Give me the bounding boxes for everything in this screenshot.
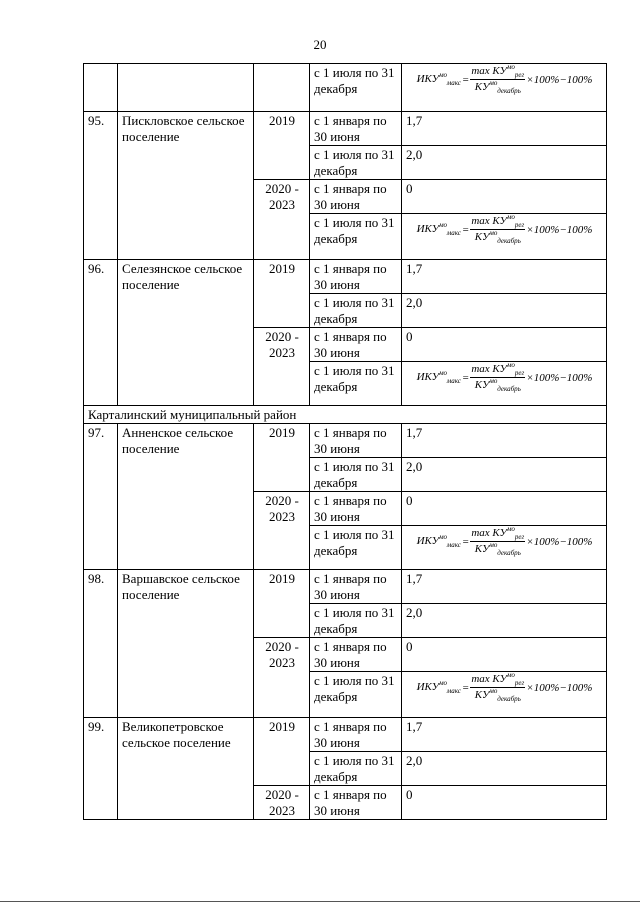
- page-bottom-edge: [0, 901, 640, 902]
- period-cell: с 1 июля по 31 декабря: [310, 672, 402, 718]
- formula: $ИКУ^{мо}_{макс}$ = $\frac{\max КУ^{мо}_{рег}}{КУ^{мо}_{декабрь}}$ ×100%−100%: [416, 213, 593, 245]
- period-cell: с 1 июля по 31 декабря: [310, 294, 402, 328]
- value-cell: 1,7: [402, 424, 607, 458]
- value-cell: 0: [402, 492, 607, 526]
- table-row: [84, 406, 607, 424]
- table-row: [84, 718, 607, 752]
- row-number: 97.: [84, 424, 118, 570]
- period-cell: с 1 января по 30 июня: [310, 260, 402, 294]
- period-cell: с 1 июля по 31 декабря: [310, 458, 402, 492]
- settlement-name: Пискловское сельское поселение: [118, 112, 254, 260]
- table-row: [84, 424, 607, 458]
- value-cell: 0: [402, 328, 607, 362]
- formula: $ИКУ^{мо}_{макс}$ = $\frac{\max КУ^{мо}_{рег}}{КУ^{мо}_{декабрь}}$ ×100%−100%: [416, 525, 593, 557]
- value-cell: 0: [402, 786, 607, 820]
- year-cell: 2019: [254, 112, 310, 180]
- table-row: [84, 260, 607, 294]
- year-cell: 2019: [254, 718, 310, 786]
- period-cell: с 1 июля по 31 декабря: [310, 604, 402, 638]
- formula-cell: [402, 526, 607, 570]
- period-cell: с 1 января по 30 июня: [310, 424, 402, 458]
- value-cell: 0: [402, 180, 607, 214]
- settlement-name: Варшавское сельское поселение: [118, 570, 254, 718]
- value-cell: 1,7: [402, 570, 607, 604]
- period-cell: с 1 июля по 31 декабря: [310, 362, 402, 406]
- value-cell: 2,0: [402, 752, 607, 786]
- period-cell: с 1 января по 30 июня: [310, 180, 402, 214]
- period-cell: с 1 января по 30 июня: [310, 718, 402, 752]
- period-cell: с 1 июля по 31 декабря: [310, 526, 402, 570]
- formula: $ИКУ^{мо}_{макс}$ = $\frac{\max КУ^{мо}_{рег}}{КУ^{мо}_{декабрь}}$ ×100%−100%: [416, 63, 593, 95]
- year-cell: 2020 - 2023: [254, 328, 310, 406]
- table-row: [84, 570, 607, 604]
- row-number: 98.: [84, 570, 118, 718]
- settlement-name: Великопетровское сельское поселение: [118, 718, 254, 820]
- period-cell: с 1 января по 30 июня: [310, 786, 402, 820]
- year-cell: 2020 - 2023: [254, 180, 310, 260]
- value-cell: 2,0: [402, 604, 607, 638]
- name-cell: [118, 64, 254, 112]
- period-cell: с 1 января по 30 июня: [310, 570, 402, 604]
- year-cell: 2019: [254, 424, 310, 492]
- year-cell: 2020 - 2023: [254, 638, 310, 718]
- tariff-table: [83, 63, 607, 820]
- year-cell: 2019: [254, 570, 310, 638]
- year-cell: 2019: [254, 260, 310, 328]
- period-cell: с 1 января по 30 июня: [310, 328, 402, 362]
- year-cell: 2020 - 2023: [254, 786, 310, 820]
- num-cell: [84, 64, 118, 112]
- formula: $ИКУ^{мо}_{макс}$ = $\frac{\max КУ^{мо}_{рег}}{КУ^{мо}_{декабрь}}$ ×100%−100%: [416, 361, 593, 393]
- period-cell: с 1 июля по 31 декабря: [310, 752, 402, 786]
- value-cell: 1,7: [402, 112, 607, 146]
- settlement-name: Анненское сельское поселение: [118, 424, 254, 570]
- period-cell: с 1 июля по 31 декабря: [310, 64, 402, 112]
- page-number: 20: [313, 37, 327, 52]
- formula: $ИКУ^{мо}_{макс}$ = $\frac{\max КУ^{мо}_{рег}}{КУ^{мо}_{декабрь}}$ ×100%−100%: [416, 671, 593, 703]
- period-cell: с 1 января по 30 июня: [310, 112, 402, 146]
- table-row: [84, 64, 607, 112]
- year-cell: [254, 64, 310, 112]
- value-cell: 2,0: [402, 294, 607, 328]
- period-cell: с 1 июля по 31 декабря: [310, 214, 402, 260]
- formula-cell: [402, 362, 607, 406]
- formula-cell: [402, 214, 607, 260]
- formula-cell: [402, 64, 607, 112]
- value-cell: 0: [402, 638, 607, 672]
- value-cell: 2,0: [402, 146, 607, 180]
- formula-cell: [402, 672, 607, 718]
- row-number: 96.: [84, 260, 118, 406]
- value-cell: 1,7: [402, 260, 607, 294]
- year-cell: 2020 - 2023: [254, 492, 310, 570]
- settlement-name: Селезянское сельское поселение: [118, 260, 254, 406]
- period-cell: с 1 июля по 31 декабря: [310, 146, 402, 180]
- value-cell: 1,7: [402, 718, 607, 752]
- table-row: [84, 112, 607, 146]
- region-header: Карталинский муниципальный район: [84, 406, 607, 424]
- row-number: 95.: [84, 112, 118, 260]
- period-cell: с 1 января по 30 июня: [310, 492, 402, 526]
- value-cell: 2,0: [402, 458, 607, 492]
- period-cell: с 1 января по 30 июня: [310, 638, 402, 672]
- row-number: 99.: [84, 718, 118, 820]
